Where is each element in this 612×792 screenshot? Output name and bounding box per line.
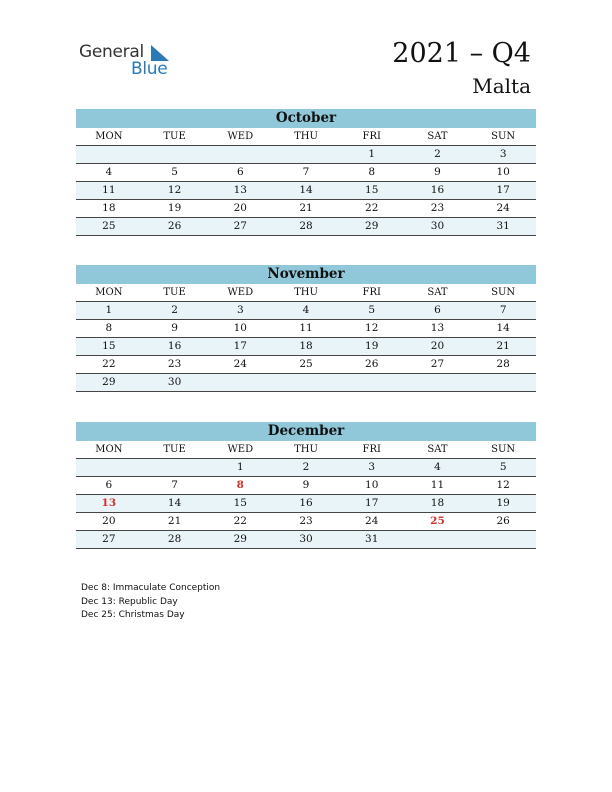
day-cell: 10 xyxy=(233,322,247,334)
day-cell: 8 xyxy=(105,322,113,334)
weekday-label: TUE xyxy=(163,131,186,142)
day-cell: 14 xyxy=(496,322,510,334)
weekday-label: SAT xyxy=(427,131,448,142)
logo-blue-text: Blue xyxy=(131,59,168,79)
weekday-label: TUE xyxy=(163,287,186,298)
week-row xyxy=(76,218,536,235)
day-cell: 4 xyxy=(105,166,113,178)
day-cell: 5 xyxy=(499,461,507,473)
day-cell: 14 xyxy=(167,497,182,509)
day-cell: 2 xyxy=(302,461,310,473)
weekday-label: FRI xyxy=(362,444,381,455)
month-header: November xyxy=(76,265,536,284)
day-cell: 31 xyxy=(365,533,379,545)
day-cell: 25 xyxy=(299,358,313,370)
day-cell: 21 xyxy=(167,515,182,527)
day-cell xyxy=(273,146,339,163)
day-cell: 22 xyxy=(102,358,116,370)
day-cell xyxy=(273,374,339,391)
day-cell: 29 xyxy=(102,376,116,388)
month-header: October xyxy=(76,109,536,128)
day-cell: 9 xyxy=(434,166,441,178)
day-cell: 27 xyxy=(233,220,247,232)
weekday-label: SUN xyxy=(491,131,516,142)
day-cell: 20 xyxy=(102,515,116,527)
weekday-label: THU xyxy=(294,287,318,298)
weekday-header-row xyxy=(76,128,536,146)
day-cell: 3 xyxy=(236,304,244,316)
page-title: 2021 – Q4 xyxy=(392,38,531,69)
week-row xyxy=(76,338,536,356)
weekday-label: WED xyxy=(227,444,254,455)
day-cell xyxy=(207,374,273,391)
day-cell xyxy=(405,531,471,548)
holiday-note: Dec 8: Immaculate Conception xyxy=(81,583,221,593)
day-cell xyxy=(470,531,536,548)
day-cell: 22 xyxy=(365,202,379,214)
day-cell xyxy=(207,146,273,163)
day-cell: 29 xyxy=(365,220,379,232)
day-cell: 12 xyxy=(496,479,510,491)
day-cell: 11 xyxy=(430,479,445,491)
day-cell: 1 xyxy=(368,148,376,160)
week-row xyxy=(76,459,536,477)
weekday-label: SUN xyxy=(491,287,516,298)
day-cell: 13 xyxy=(233,184,247,196)
day-cell: 18 xyxy=(102,202,116,214)
weekday-header-row xyxy=(76,284,536,302)
day-cell: 30 xyxy=(299,533,313,545)
day-cell: 26 xyxy=(365,358,379,370)
holiday-day-cell: 25 xyxy=(430,515,445,527)
holiday-notes xyxy=(81,582,220,623)
weekday-label: MON xyxy=(95,131,123,142)
weekday-label: THU xyxy=(294,131,318,142)
day-cell: 2 xyxy=(171,304,178,316)
day-cell xyxy=(142,459,208,476)
day-cell xyxy=(142,146,208,163)
day-cell: 15 xyxy=(233,497,247,509)
day-cell: 9 xyxy=(171,322,178,334)
day-cell: 12 xyxy=(167,184,182,196)
day-cell: 3 xyxy=(499,148,507,160)
day-cell: 17 xyxy=(233,340,247,352)
day-cell: 19 xyxy=(365,340,379,352)
day-cell: 21 xyxy=(299,202,313,214)
day-cell xyxy=(76,459,142,476)
weekday-label: WED xyxy=(227,131,254,142)
day-cell: 27 xyxy=(102,533,116,545)
holiday-note: Dec 25: Christmas Day xyxy=(81,610,185,620)
day-cell: 5 xyxy=(171,166,178,178)
day-cell: 19 xyxy=(167,202,182,214)
day-cell: 17 xyxy=(365,497,379,509)
day-cell: 7 xyxy=(302,166,310,178)
weekday-label: THU xyxy=(294,444,318,455)
week-row xyxy=(76,182,536,200)
weekday-label: SAT xyxy=(427,444,448,455)
day-cell: 22 xyxy=(233,515,247,527)
month-grid xyxy=(76,128,536,236)
weekday-label: TUE xyxy=(163,444,186,455)
month-grid xyxy=(76,284,536,392)
day-cell: 25 xyxy=(102,220,116,232)
day-cell: 12 xyxy=(365,322,379,334)
day-cell: 16 xyxy=(167,340,182,352)
day-cell: 21 xyxy=(496,340,510,352)
day-cell: 18 xyxy=(430,497,445,509)
week-row xyxy=(76,320,536,338)
day-cell: 6 xyxy=(105,479,113,491)
day-cell: 6 xyxy=(236,166,244,178)
day-cell: 23 xyxy=(167,358,182,370)
month-october xyxy=(76,109,536,236)
country-name: Malta xyxy=(472,74,531,98)
day-cell: 23 xyxy=(299,515,313,527)
weekday-label: MON xyxy=(95,444,123,455)
brand-logo xyxy=(79,42,189,82)
day-cell: 6 xyxy=(434,304,441,316)
week-row xyxy=(76,200,536,218)
month-grid xyxy=(76,441,536,549)
day-cell xyxy=(470,374,536,391)
day-cell: 4 xyxy=(302,304,310,316)
day-cell: 20 xyxy=(430,340,445,352)
day-cell: 11 xyxy=(299,322,313,334)
weekday-label: SUN xyxy=(491,444,516,455)
day-cell: 16 xyxy=(430,184,445,196)
week-row xyxy=(76,302,536,320)
day-cell xyxy=(76,146,142,163)
day-cell: 10 xyxy=(496,166,510,178)
holiday-note: Dec 13: Republic Day xyxy=(81,596,178,607)
day-cell: 30 xyxy=(430,220,445,232)
weekday-label: MON xyxy=(95,287,123,298)
day-cell: 24 xyxy=(365,515,379,527)
day-cell: 17 xyxy=(496,184,510,196)
day-cell: 3 xyxy=(368,461,376,473)
day-cell: 27 xyxy=(430,358,445,370)
month-header: December xyxy=(76,422,536,441)
day-cell: 15 xyxy=(365,184,379,196)
holiday-day-cell: 13 xyxy=(101,497,117,509)
day-cell: 28 xyxy=(167,533,182,545)
day-cell: 8 xyxy=(368,166,376,178)
week-row xyxy=(76,164,536,182)
day-cell: 31 xyxy=(496,220,510,232)
day-cell: 7 xyxy=(171,479,178,491)
day-cell: 28 xyxy=(299,220,313,232)
day-cell xyxy=(405,374,471,391)
day-cell: 29 xyxy=(233,533,247,545)
day-cell: 24 xyxy=(496,202,510,214)
day-cell: 26 xyxy=(496,515,510,527)
day-cell: 5 xyxy=(368,304,376,316)
weekday-label: SAT xyxy=(427,287,448,298)
week-row xyxy=(76,531,536,548)
day-cell: 23 xyxy=(430,202,445,214)
day-cell: 14 xyxy=(299,184,313,196)
day-cell xyxy=(339,374,405,391)
week-row xyxy=(76,513,536,531)
logo-general-text: General xyxy=(79,42,144,62)
day-cell: 24 xyxy=(233,358,247,370)
week-row xyxy=(76,477,536,495)
month-november xyxy=(76,265,536,392)
day-cell: 19 xyxy=(496,497,510,509)
day-cell: 11 xyxy=(102,184,116,196)
day-cell: 18 xyxy=(299,340,313,352)
week-row xyxy=(76,146,536,164)
day-cell: 10 xyxy=(365,479,379,491)
holiday-day-cell: 8 xyxy=(236,479,244,491)
weekday-label: WED xyxy=(227,287,254,298)
week-row xyxy=(76,374,536,391)
week-row xyxy=(76,495,536,513)
month-december xyxy=(76,422,536,549)
day-cell: 1 xyxy=(105,304,113,316)
day-cell: 13 xyxy=(430,322,445,334)
day-cell: 28 xyxy=(496,358,510,370)
day-cell: 30 xyxy=(167,376,182,388)
day-cell: 15 xyxy=(102,340,116,352)
day-cell: 9 xyxy=(302,479,310,491)
week-row xyxy=(76,356,536,374)
day-cell: 16 xyxy=(299,497,313,509)
weekday-label: FRI xyxy=(362,131,381,142)
day-cell: 1 xyxy=(236,461,244,473)
weekday-header-row xyxy=(76,441,536,459)
day-cell: 7 xyxy=(499,304,507,316)
day-cell: 26 xyxy=(167,220,182,232)
day-cell: 20 xyxy=(233,202,247,214)
day-cell: 4 xyxy=(434,461,441,473)
day-cell: 2 xyxy=(434,148,441,160)
weekday-label: FRI xyxy=(362,287,381,298)
